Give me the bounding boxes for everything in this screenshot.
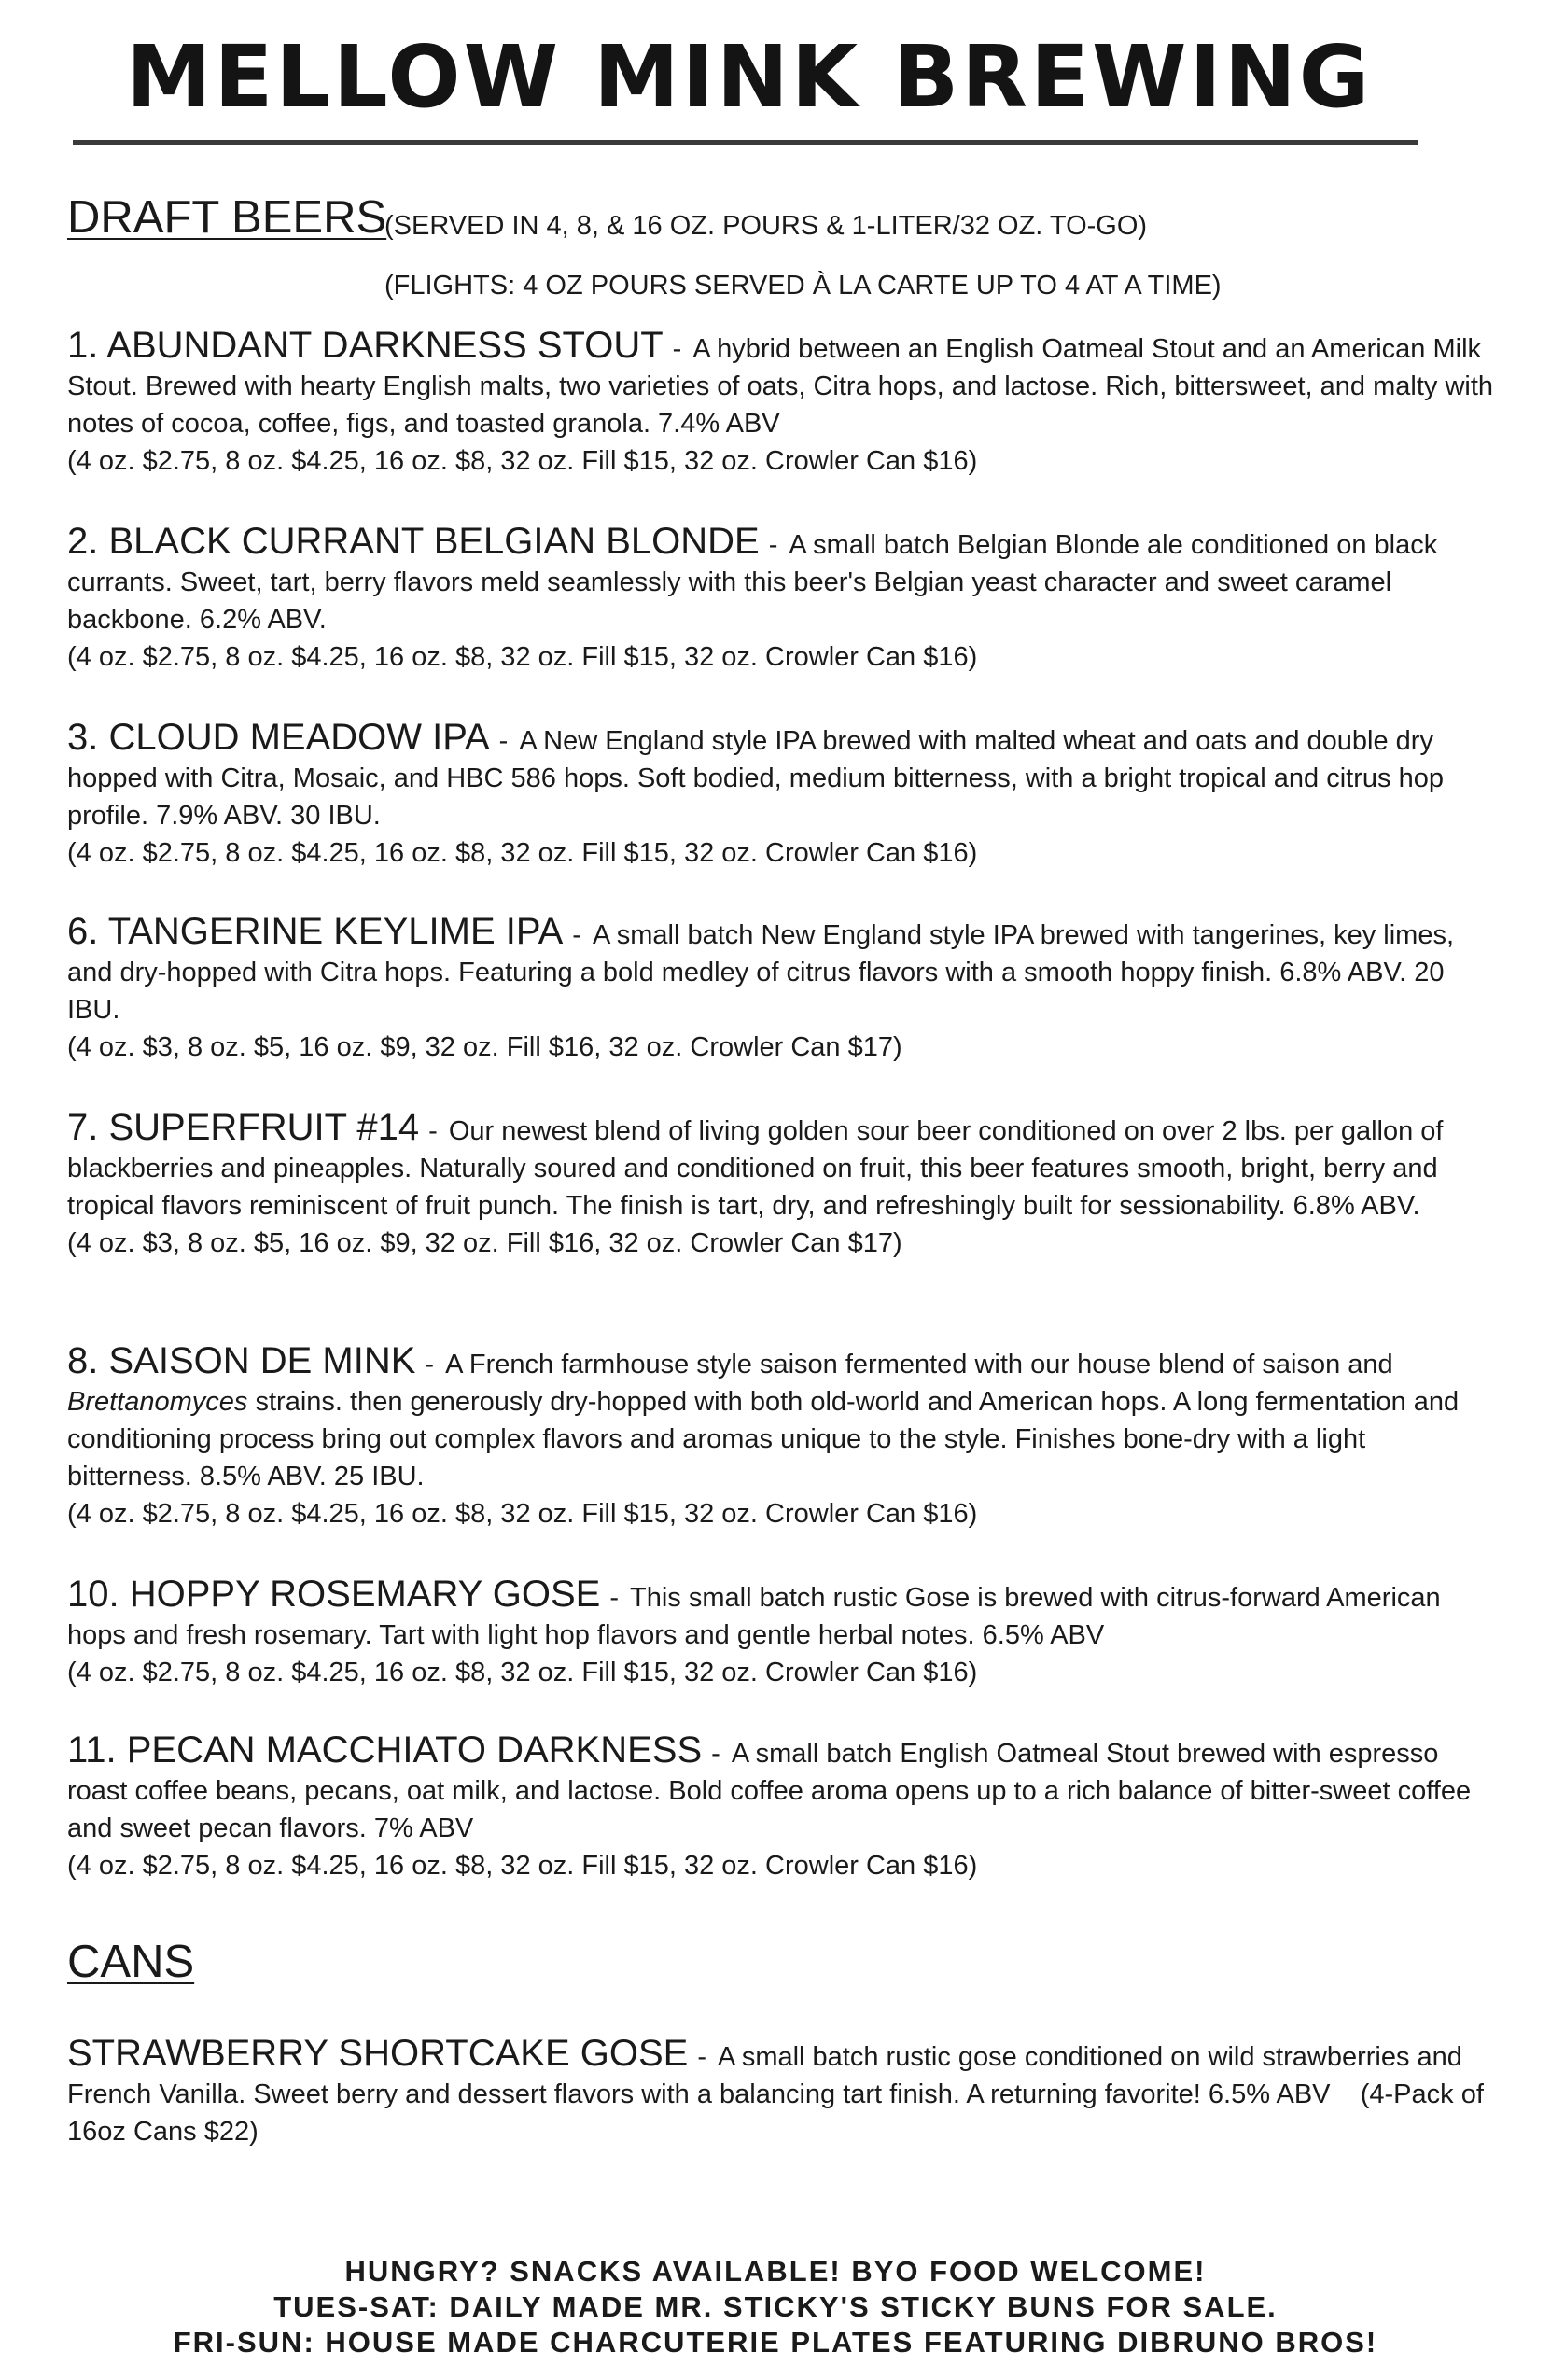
beer-description: A French farmhouse style saison fermented with our house blend of saison and (445, 1350, 1393, 1379)
beer-description: strains. then generously dry-hopped with both old-world and American hops. A long fermentation and conditioning process bring out complex flavors and aromas unique to the style. Finishes bone-dry with a light bitterness. 8.5% ABV. 25 IBU. (67, 1387, 1460, 1491)
beer-description: A hybrid between an English Oatmeal Stout and an American Milk Stout. Brewed with hearty English malts, two varieties of oats, Citra hops, and lactose. Rich, bittersweet, and malty with notes of cocoa, coffee, figs, and toasted granola. 7.4% ABV (67, 334, 1494, 439)
beer-name: 1. ABUNDANT DARKNESS STOUT (67, 325, 664, 366)
footer-line: HUNGRY? SNACKS AVAILABLE! BYO FOOD WELCOME! (344, 2255, 1207, 2288)
beer-description: Our newest blend of living golden sour beer conditioned on over 2 lbs. per gallon of blackberries and pineapples. Naturally soured and conditioned on fruit, this beer features smooth, bright, berry and tropical flavors reminiscent of fruit punch. The finish is tart, dry, and refreshingly built for sessionability. 6.8% ABV. (67, 1116, 1444, 1221)
beer-name: 10. HOPPY ROSEMARY GOSE (67, 1574, 601, 1615)
dash-separator: - (428, 1116, 438, 1146)
beer-name: STRAWBERRY SHORTCAKE GOSE (67, 2033, 689, 2074)
item-text (67, 1731, 1495, 1847)
beer-description: This small batch rustic Gose is brewed with citrus-forward American hops and fresh rosemary. Tart with light hop flavors and gentle herbal notes. 6.5% ABV (67, 1583, 1441, 1650)
dash-separator: - (711, 1739, 720, 1769)
beer-prices: (4 oz. $3, 8 oz. $5, 16 oz. $9, 32 oz. Fill $16, 32 oz. Crowler Can $17) (67, 1228, 902, 1258)
beer-prices: (4 oz. $2.75, 8 oz. $4.25, 16 oz. $8, 32 oz. Fill $15, 32 oz. Crowler Can $16) (67, 838, 978, 868)
beer-prices: (4 oz. $2.75, 8 oz. $4.25, 16 oz. $8, 32 oz. Fill $15, 32 oz. Crowler Can $16) (67, 446, 978, 476)
dash-separator: - (697, 2042, 707, 2072)
menu-item (67, 1342, 1495, 1533)
beer-name: 11. PECAN MACCHIATO DARKNESS (67, 1729, 703, 1771)
brewery-title: MELLOW MINK BREWING (126, 27, 1373, 127)
footer-notice (0, 2254, 1551, 2360)
beer-name: 3. CLOUD MEADOW IPA (67, 717, 490, 758)
beer-prices: (4-Pack of 16oz Cans $22) (67, 2079, 1484, 2147)
dash-separator: - (498, 726, 509, 756)
menu-item (67, 1109, 1495, 1262)
flight-note: (FLIGHTS: 4 OZ POURS SERVED À LA CARTE UP TO 4 AT A TIME) (384, 271, 1222, 301)
beer-prices: (4 oz. $2.75, 8 oz. $4.25, 16 oz. $8, 32 oz. Fill $15, 32 oz. Crowler Can $16) (67, 1658, 978, 1687)
beer-prices: (4 oz. $2.75, 8 oz. $4.25, 16 oz. $8, 32 oz. Fill $15, 32 oz. Crowler Can $16) (67, 1851, 978, 1881)
beer-description: A small batch English Oatmeal Stout brewed with espresso roast coffee beans, pecans, oat milk, and lactose. Bold coffee aroma opens up to a rich balance of bitter-sweet coffee and sweet pecan flavors. 7% ABV (67, 1739, 1472, 1843)
beer-name: 8. SAISON DE MINK (67, 1340, 416, 1381)
menu-item (67, 2035, 1495, 2150)
item-text (67, 1342, 1495, 1495)
menu-item (67, 1575, 1495, 1691)
footer-line: TUES-SAT: DAILY MADE MR. STICKY'S STICKY BUNS FOR SALE. (273, 2290, 1278, 2323)
title-divider (73, 140, 1418, 145)
item-text (67, 1109, 1495, 1225)
beer-prices: (4 oz. $3, 8 oz. $5, 16 oz. $9, 32 oz. Fill $16, 32 oz. Crowler Can $17) (67, 1032, 902, 1062)
cans-heading: CANS (67, 1937, 195, 1987)
beer-name: 6. TANGERINE KEYLIME IPA (67, 911, 564, 952)
dash-separator: - (572, 920, 581, 950)
dash-separator: - (768, 530, 778, 560)
menu-item (67, 913, 1495, 1066)
beer-description: A small batch rustic gose conditioned on wild strawberries and French Vanilla. Sweet berry and dessert flavors with a balancing tart finish. A returning favorite! 6.5% ABV (67, 2042, 1462, 2109)
item-text (67, 719, 1495, 834)
item-text (67, 1575, 1495, 1654)
menu-item (67, 719, 1495, 872)
beer-description-italic: Brettanomyces (67, 1387, 248, 1417)
item-text (67, 2035, 1495, 2150)
item-text (67, 913, 1495, 1029)
draft-beers-heading: DRAFT BEERS (67, 192, 387, 243)
menu-item (67, 327, 1495, 480)
beer-prices: (4 oz. $2.75, 8 oz. $4.25, 16 oz. $8, 32 oz. Fill $15, 32 oz. Crowler Can $16) (67, 642, 978, 672)
beer-description: A small batch Belgian Blonde ale conditioned on black currants. Sweet, tart, berry flavors meld seamlessly with this beer's Belgian yeast character and sweet caramel backbone. 6.2% ABV. (67, 530, 1438, 635)
beer-description: A small batch New England style IPA brewed with tangerines, key limes, and dry-hopped with Citra hops. Featuring a bold medley of citrus flavors with a smooth hoppy finish. 6.8% ABV. 20 IBU. (67, 920, 1455, 1025)
menu-item (67, 1731, 1495, 1884)
item-text (67, 523, 1495, 638)
beer-name: 7. SUPERFRUIT #14 (67, 1107, 420, 1148)
menu-item (67, 523, 1495, 676)
beer-name: 2. BLACK CURRANT BELGIAN BLONDE (67, 521, 760, 562)
dash-separator: - (609, 1583, 619, 1613)
beer-description: A New England style IPA brewed with malted wheat and oats and double dry hopped with Citra, Mosaic, and HBC 586 hops. Soft bodied, medium bitterness, with a bright tropical and citrus hop profile. 7.9% ABV. 30 IBU. (67, 726, 1444, 831)
serving-note: (SERVED IN 4, 8, & 16 OZ. POURS & 1-LITER/32 OZ. TO-GO) (384, 211, 1148, 241)
item-text (67, 327, 1495, 442)
dash-separator: - (672, 334, 682, 364)
footer-line: FRI-SUN: HOUSE MADE CHARCUTERIE PLATES FEATURING DIBRUNO BROS! (173, 2326, 1378, 2359)
beer-prices: (4 oz. $2.75, 8 oz. $4.25, 16 oz. $8, 32 oz. Fill $15, 32 oz. Crowler Can $16) (67, 1499, 978, 1529)
dash-separator: - (425, 1350, 435, 1379)
